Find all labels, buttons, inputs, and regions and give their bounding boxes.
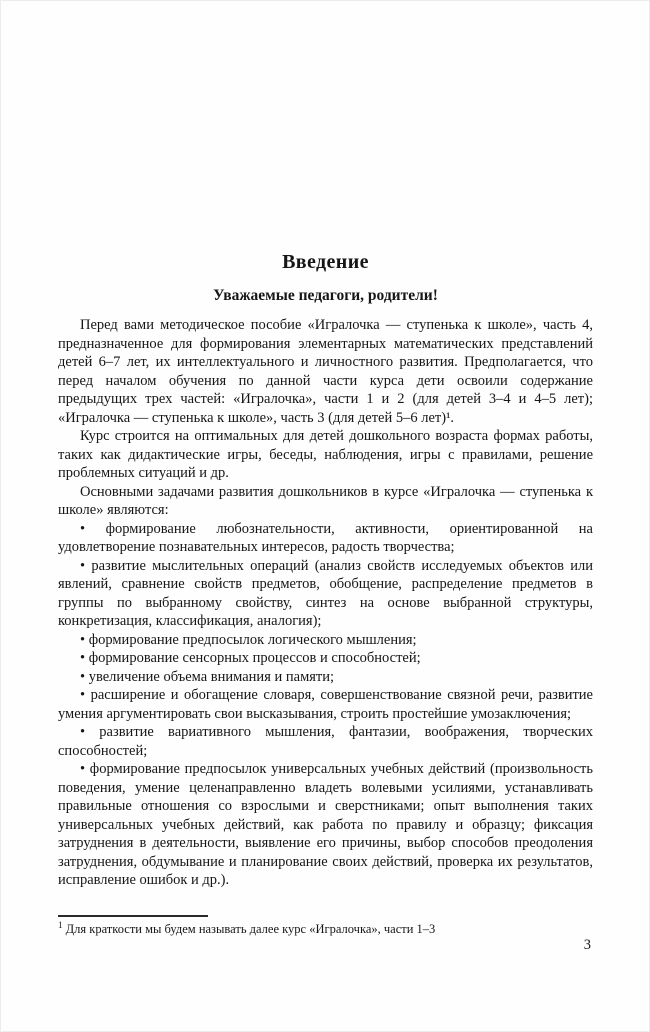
greeting-heading: Уважаемые педагоги, родители! (213, 287, 438, 304)
paragraph: Основными задачами развития дошкольников в курсе «Игралочка — ступенька к школе» являются: (58, 483, 593, 518)
bullet-marker: • (80, 761, 90, 777)
footnote-area (58, 915, 593, 937)
page-number: 3 (583, 937, 591, 953)
bullet-item: • развитие вариативного мышления, фантазии, воображения, творческих способностей; (58, 724, 593, 759)
page-content (58, 1, 593, 890)
bullet-marker: • (80, 724, 100, 740)
bullet-marker: • (80, 520, 106, 537)
body-text (58, 316, 593, 890)
bullet-item: • расширение и обогащение словаря, совершенствование связной речи, развитие умения аргументировать свои высказывания, строить простейшие умозаключения; (58, 687, 593, 722)
bullet-item: • формирование предпосылок логического мышления; (80, 631, 417, 648)
bullet-marker: • (80, 687, 91, 703)
footnote-marker: 1 (58, 919, 63, 930)
bullet-marker: • (80, 650, 89, 666)
bullet-item: • увеличение объема внимания и памяти; (80, 668, 335, 685)
bullet-marker: • (80, 631, 89, 648)
footnote-divider (58, 915, 208, 917)
bullet-marker: • (80, 557, 92, 574)
paragraph: Перед вами методическое пособие «Игралочка — ступенька к школе», часть 4, предназначенное для формирования элементарных математических представлений детей 6–7 лет, их интеллектуального и личностного развития. Предполагается, что перед началом обучения по данной части курса дети освоили содержание предыдущих трех частей: «Игралочка», части 1 и 2 (для детей 3–4 и 4–5 лет); «Игралочка — ступенька к школе», часть 3 (для детей 5–6 лет)¹. (58, 317, 593, 426)
bullet-item: • развитие мыслительных операций (анализ свойств исследуемых объектов или явлений, сравнение свойств предметов, обобщение, распределение предметов в группы по выбранному свойству, синтез на основе выбранной структуры, конкретизация, классификация, аналогия); (58, 557, 594, 629)
footnote-text (58, 919, 593, 937)
bullet-item: • формирование любознательности, активности, ориентированной на удовлетворение познавательных интересов, радость творчества; (58, 520, 593, 555)
bullet-item: • формирование предпосылок универсальных учебных действий (произвольность поведения, умение целенаправленно владеть волевыми усилиями, устанавливать правильные отношения со взрослыми и сверстниками; опыт выполнения таких универсальных учебных действий, как работа по правилу и образцу; фиксация затруднения в деятельности, выявление его причины, выбор способов преодоления затруднения, обдумывание и планирование своих действий, проверка их результатов, исправление ошибок и др.). (58, 761, 594, 888)
bullet-marker: • (80, 668, 89, 685)
footnote-body: Для краткости мы будем называть далее курс «Игралочка», части 1–3 (62, 922, 436, 936)
bullet-item: • формирование сенсорных процессов и способностей; (80, 650, 421, 666)
chapter-title: Введение (282, 251, 369, 273)
paragraph: Курс строится на оптимальных для детей дошкольного возраста формах работы, таких как дидактические игры, беседы, наблюдения, игры с правилами, решение проблемных ситуаций и др. (58, 428, 593, 481)
